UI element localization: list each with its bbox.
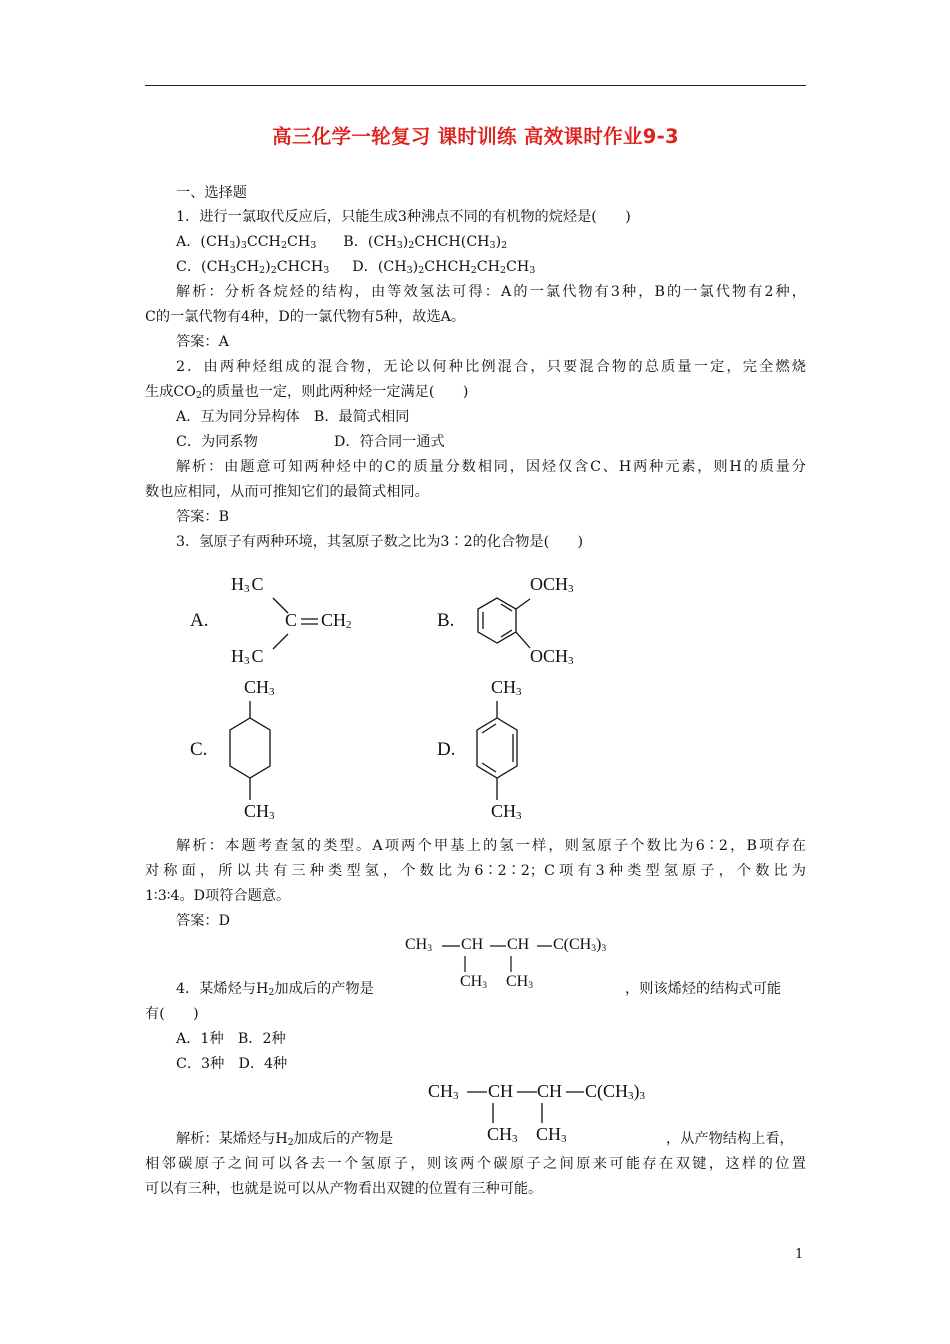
q2-options-ab: A．互为同分异构体 B．最简式相同 [176,409,410,425]
q4a-ch3-branch-1: $CH_3$ [487,1124,518,1145]
b-och3-top: $OCH_3$ [530,574,574,595]
q1-options-ab: A．$(CH_3)_3CCH_2CH_3$ B．$(CH_3)_2CHCH(CH_3)_2$ [176,234,508,251]
q4-analysis-line2: 相邻碳原子之间可以各去一个氢原子，则该两个碳原子之间原来可能存在双键，这样的位置 [145,1156,806,1172]
q2-stem-line1: 2．由两种烃组成的混合物，无论以何种比例混合，只要混合物的总质量一定，完全燃烧 [176,359,806,375]
q3-analysis-line3: 1∶3∶4。D项符合题意。 [145,888,291,904]
a-c-atom: C [285,610,298,630]
page-title: 高三化学一轮复习 课时训练 高效课时作业9-3 [272,125,679,148]
q2-option-c: C．为同系物 [176,434,258,450]
d-ch3-top: $CH_3$ [491,677,522,698]
page-number: 1 [795,1247,804,1262]
q4-options-ab: A．1种 B．2种 [176,1031,286,1047]
q3-stem: 3．氢原子有两种环境，其氢原子数之比为3∶2的化合物是( ) [176,534,584,550]
q1-options-cd: C．$(CH_3CH_2)_2CHCH_3$ D．$(CH_3)_2CHCH_2CH_2CH_3$ [176,259,536,276]
q4a-ch3-left: $CH_3$ [428,1081,459,1102]
q4a-ch-1: CH [488,1081,514,1101]
c-ch3-top: $CH_3$ [244,677,275,698]
q1-answer: 答案：A [176,334,229,350]
q4-ch3-left: $CH_3$ [405,936,432,954]
q4-ch-1: CH [461,936,484,953]
q2-answer: 答案：B [176,509,229,525]
q3-analysis-line2: 对称面，所以共有三种类型氢，个数比为6∶2∶2；C项有3种类型氢原子，个数比为 [145,863,806,879]
q3-label-a: A. [190,610,209,631]
q2-analysis-line2: 数也应相同，从而可推知它们的最简式相同。 [145,484,429,500]
q3-label-c: C. [190,739,208,760]
q4a-ch-2: CH [537,1081,563,1101]
q4a-ch3-branch-2: $CH_3$ [536,1124,567,1145]
q2-stem-line2: 生成$CO_2$的质量也一定，则此两种烃一定满足( ) [145,384,469,401]
q1-analysis-line2: C的一氯代物有4种，D的一氯代物有5种，故选A。 [145,309,466,325]
q2-option-d: D．符合同一通式 [334,434,445,450]
q3-label-d: D. [437,739,456,760]
b-och3-bottom: $OCH_3$ [530,646,574,667]
q3-answer: 答案：D [176,913,230,929]
c-ch3-bottom: $CH_3$ [244,801,275,822]
a-h3c-top: $H_3$ C [231,574,264,595]
q4-analysis-line3: 可以有三种，也就是说可以从产物看出双键的位置有三种可能。 [145,1181,543,1197]
q4-ch3-branch-2: $CH_3$ [506,973,533,991]
d-ch3-bottom: $CH_3$ [491,801,522,822]
a-ch2: $CH_2$ [321,610,352,631]
q4a-c-tbutyl: $C(CH_3)_3$ [585,1081,646,1102]
q4-ch3-branch-1: $CH_3$ [460,973,487,991]
a-h3c-bottom: $H_3$ C [231,646,264,667]
q1-analysis-line1: 解析：分析各烷烃的结构，由等效氢法可得：A的一氯代物有3种，B的一氯代物有2种， [176,284,806,300]
q4-stem-c: ，则该烯烃的结构式可能 [625,981,782,997]
q4-stem-line2: 有( ) [145,1006,199,1022]
q4-analysis-c: ，从产物结构上看， [666,1131,794,1147]
q3-analysis-line1: 解析：本题考查氢的类型。A项两个甲基上的氢一样，则氢原子个数比为6∶2，B项存在 [176,838,806,854]
q4-stem-a: 4．某烯烃与$H_2$加成后的产物是 [176,981,374,998]
q3-label-b: B. [437,610,455,631]
q1-stem: 1．进行一氯取代反应后，只能生成3种沸点不同的有机物的烷烃是( ) [176,209,631,225]
q4-analysis-a: 解析：某烯烃与$H_2$加成后的产物是 [176,1131,394,1148]
q4-c-tbutyl: $C(CH_3)_3$ [553,936,607,954]
q2-analysis-line1: 解析：由题意可知两种烃中的C的质量分数相同，因烃仅含C、H两种元素，则H的质量分 [176,459,806,475]
q4-ch-2: CH [507,936,530,953]
section-heading: 一、选择题 [176,185,247,201]
q4-options-cd: C．3种 D．4种 [176,1056,288,1072]
